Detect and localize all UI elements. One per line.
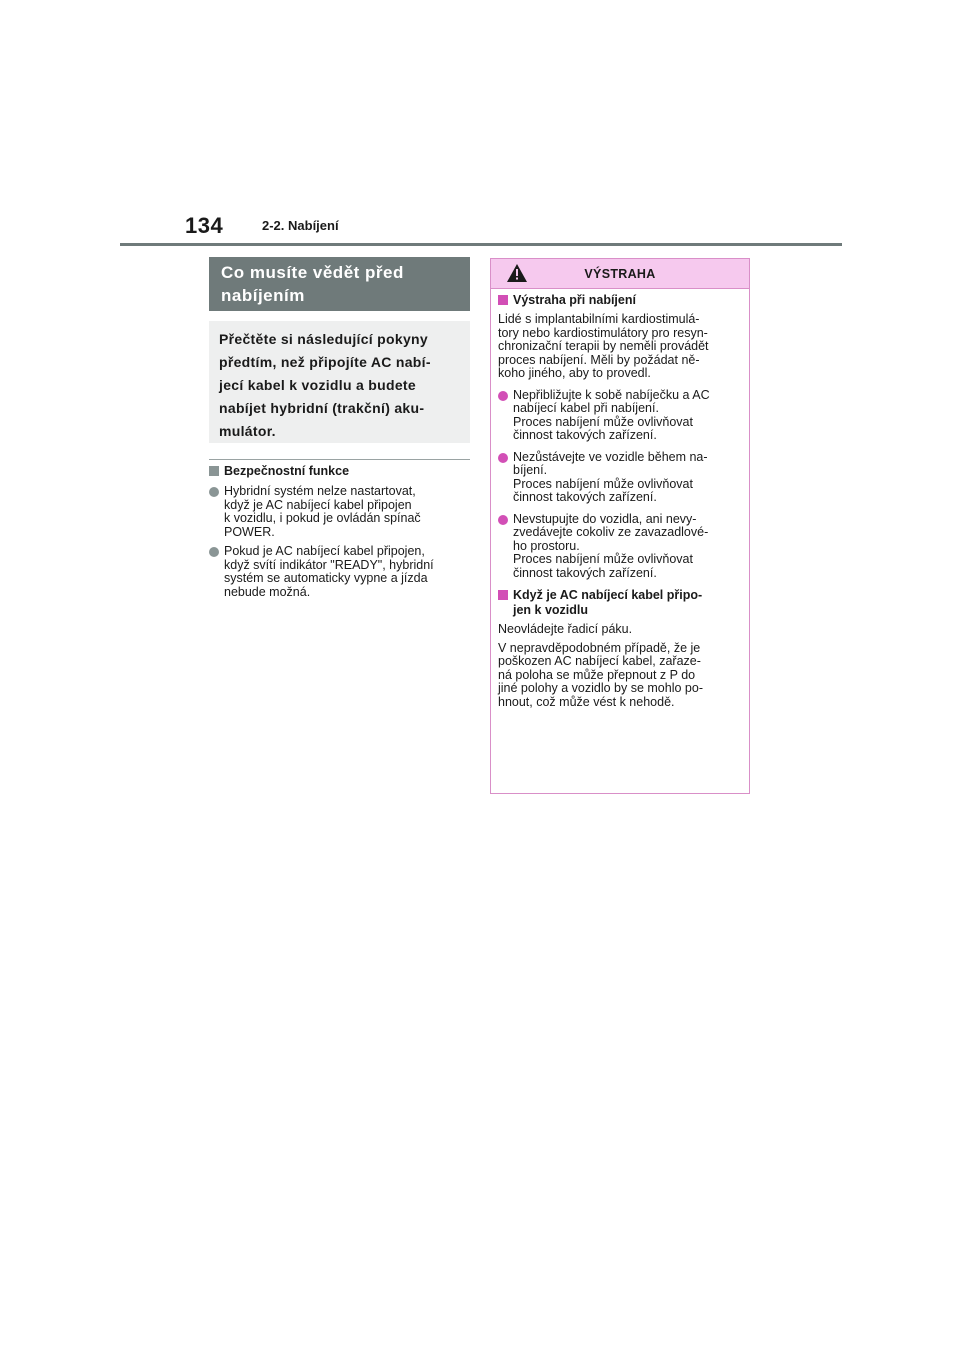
circle-bullet-icon [209,547,219,557]
list-item-text: Nepřibližujte k sobě nabíječku a AC nabíjecí kabel při nabíjení. Proces nabíjení může ovlivňovat činnost takových zařízení. [513,387,710,442]
intro-box [209,321,470,443]
warning-title: VÝSTRAHA [584,266,656,281]
header-rule [120,243,842,246]
intro-line: Přečtěte si následující pokyny [219,331,428,347]
warning-subheading [498,293,742,308]
circle-bullet-icon [498,515,508,525]
circle-bullet-icon [498,453,508,463]
list-item-text: Nezůstávejte ve vozidle během na- bíjení. Proces nabíjení může ovlivňovat činnost takových zařízení. [513,449,708,504]
subheading-text: Bezpečnostní funkce [224,464,350,478]
intro-line: nabíjet hybridní (trakční) aku- [219,400,425,416]
list-item [209,545,470,599]
list-item [498,389,742,443]
intro-line: mulátor. [219,423,276,439]
list-item-text: Nevstupujte do vozidla, ani nevy- zvedávejte cokoliv ze zavazadlové- ho prostoru. Proces nabíjení může ovlivňovat činnost takových zařízení. [513,511,709,580]
square-bullet-icon [498,295,508,305]
square-bullet-icon [209,466,219,476]
page-number: 134 [185,213,224,238]
section-title: 2-2. Nabíjení [262,218,339,233]
list-item [498,513,742,581]
warning-subheading-text: Výstraha při nabíjení [513,293,636,307]
warning-body [491,289,749,709]
warning-paragraph: Lidé s implantabilními kardiostimulá- tory nebo kardiostimulátory pro resyn- chronizační terapii by neměli provádět proces nabíjení. Měli by požádat ně- koho jiného, aby to provedl. [498,312,709,380]
warning-paragraph: Neovládejte řadicí páku. [498,622,633,636]
list-item [498,451,742,505]
list-item-text: Hybridní systém nelze nastartovat, když je AC nabíjecí kabel připojen k vozidlu, i pokud je ovládán spínač POWER. [224,484,421,539]
warning-box [490,258,750,794]
warning-subheading [498,588,742,618]
topic-heading-line: Co musíte vědět před [221,263,404,282]
warning-triangle-icon [507,264,527,282]
subheading [209,464,470,479]
intro-line: předtím, než připojíte AC nabí- [219,354,431,370]
list-item-text: Pokud je AC nabíjecí kabel připojen, když svítí indikátor "READY", hybridní systém se automaticky vypne a jízda nebude možná. [224,544,434,599]
section-divider [209,459,470,460]
circle-bullet-icon [498,391,508,401]
warning-header [491,259,749,289]
warning-subheading-text: Když je AC nabíjecí kabel připo- jen k vozidlu [513,588,703,617]
topic-heading-line: nabíjením [221,286,305,305]
warning-paragraph: V nepravděpodobném případě, že je poškozen AC nabíjecí kabel, zařaze- ná poloha se může přepnout z P do jiné polohy a vozidlo by se mohlo po- hnout, což může vést k nehodě. [498,640,703,709]
topic-heading [209,257,470,311]
circle-bullet-icon [209,487,219,497]
intro-line: jecí kabel k vozidlu a budete [219,377,416,393]
safety-features [209,464,470,599]
list-item [209,485,470,539]
square-bullet-icon [498,590,508,600]
